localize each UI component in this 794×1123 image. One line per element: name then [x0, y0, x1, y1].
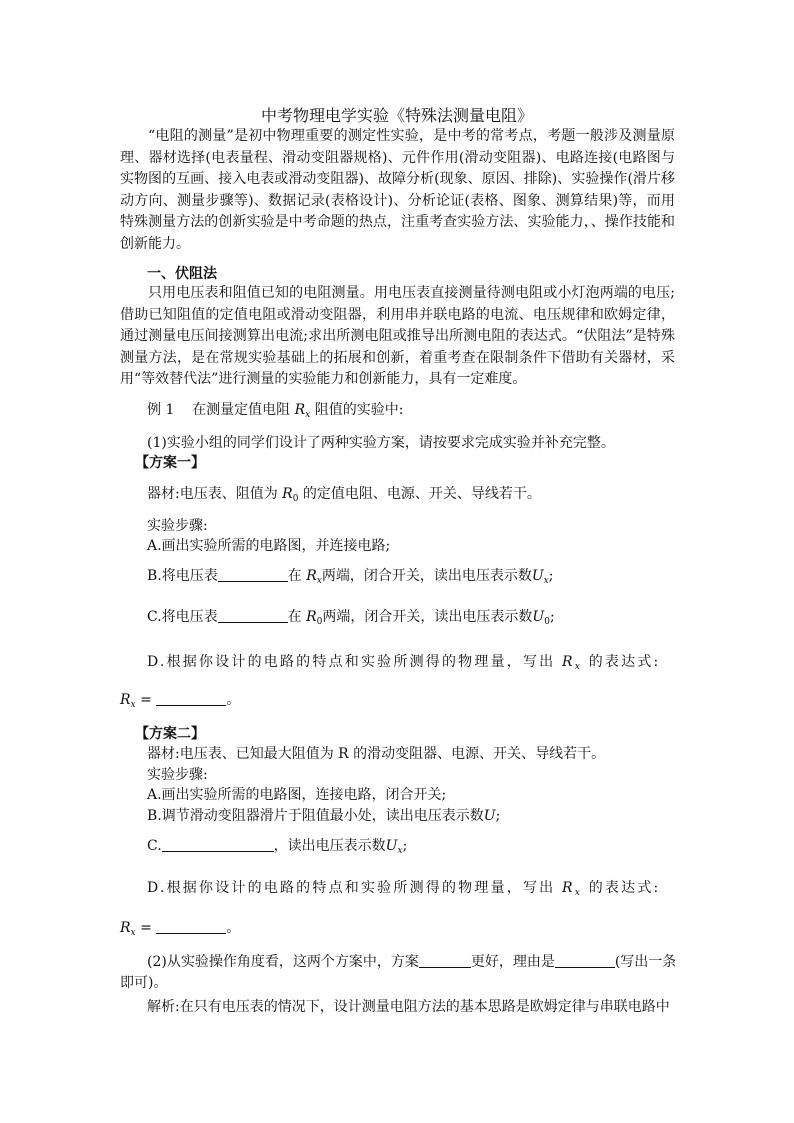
blank-plan2-stepC[interactable] — [162, 837, 274, 852]
blank-better-plan[interactable] — [419, 953, 471, 968]
blank-stepB[interactable] — [218, 567, 288, 582]
example-label: 例 1 — [147, 402, 175, 418]
plan1-stepA: A.画出实验所需的电路图，并连接电路; — [147, 538, 391, 554]
blank-plan1-expression[interactable] — [156, 691, 226, 706]
plan1-stepD: D.根据你设计的电路的特点和实验所测得的物理量，写出 $R_x$ 的表达式: — [147, 654, 661, 672]
plan1-stepB: B.将电压表 在 $R_x$两端，闭合开关，读出电压表示数$U_x$; — [147, 568, 554, 586]
plan2-steps-label: 实验步骤: — [147, 767, 208, 783]
plan2-stepC: C. ，读出电压表示数$U_x$; — [147, 838, 408, 856]
plan1-stepC: C.将电压表 在 $R_0$两端，闭合开关，读出电压表示数$U_0$; — [147, 609, 555, 627]
intro-paragraph: “电阻的测量”是初中物理重要的测定性实验，是中考的常考点，考题一般涉及测量原理、器材选择(电表量程、滑动变阻器规格)、元件作用(滑动变阻器)、电路连接(电路图与实物图的互画、接入电表或滑动变阻器)、故障分析(现象、原因、排除)、实验操作(滑片移动方向、测量步骤等)、数据记录(表格设计)、分析论证(表格、图象、测算结果)等，而用特殊测量方法的创新实验是中考命题的热点，注重考查实验方法、实验能力，、操作技能和创新能力。 — [120, 128, 675, 252]
blank-reason[interactable] — [555, 953, 615, 968]
question2: (2)从实验操作角度看，这两个方案中，方案 更好，理由是 (写出一条 — [147, 954, 677, 970]
plan1-steps-label: 实验步骤: — [147, 518, 208, 534]
analysis: 解析:在只有电压表的情况下，设计测量电阻方法的基本思路是欧姆定律与串联电路中 — [147, 999, 670, 1015]
plan2-equipment: 器材:电压表、已知最大阻值为 R 的滑动变阻器、电源、开关、导线若干。 — [147, 746, 606, 762]
plan1-equipment: 器材:电压表、阻值为 $R_0$ 的定值电阻、电源、开关、导线若干。 — [147, 486, 541, 504]
plan2-heading: 【方案二】 — [135, 726, 205, 742]
plan1-answer: $R_x$ = 。 — [120, 692, 241, 710]
section1-heading: 一、伏阻法 — [147, 266, 217, 282]
document-title: 中考物理电学实验《特殊法测量电阻》 — [260, 106, 533, 125]
question1: (1)实验小组的同学们设计了两种实验方案，请按要求完成实验并补充完整。 — [147, 435, 615, 451]
plan2-stepD: D.根据你设计的电路的特点和实验所测得的物理量，写出 $R_x$ 的表达式: — [147, 880, 661, 898]
blank-plan2-expression[interactable] — [156, 919, 226, 934]
blank-stepC[interactable] — [218, 608, 288, 623]
question2-cont: 即可)。 — [120, 975, 168, 991]
plan1-heading: 【方案一】 — [135, 455, 205, 471]
section1-body: 只用电压表和阻值已知的电阻测量。用电压表直接测量待测电阻或小灯泡两端的电压;借助已知阻值的定值电阻或滑动变阻器，利用串并联电路的电流、电压规律和欧姆定律，通过测量电压间接测算出电流;求出所测电阻或推导出所测电阻的表达式。“伏阻法”是特殊测量方法，是在常规实验基础上的拓展和创新，着重考查在限制条件下借助有关器材，采用“等效替代法”进行测量的实验能力和创新能力，具有一定难度。 — [120, 285, 675, 387]
plan2-answer: $R_x$ = 。 — [120, 920, 241, 938]
example1-line: 例 1 在测量定值电阻 $R_x$ 阻值的实验中: — [147, 402, 404, 420]
plan2-stepB: B.调节滑动变阻器滑片于阻值最小处，读出电压表示数U; — [147, 808, 501, 824]
plan2-stepA: A.画出实验所需的电路图，连接电路，闭合开关; — [147, 787, 447, 803]
